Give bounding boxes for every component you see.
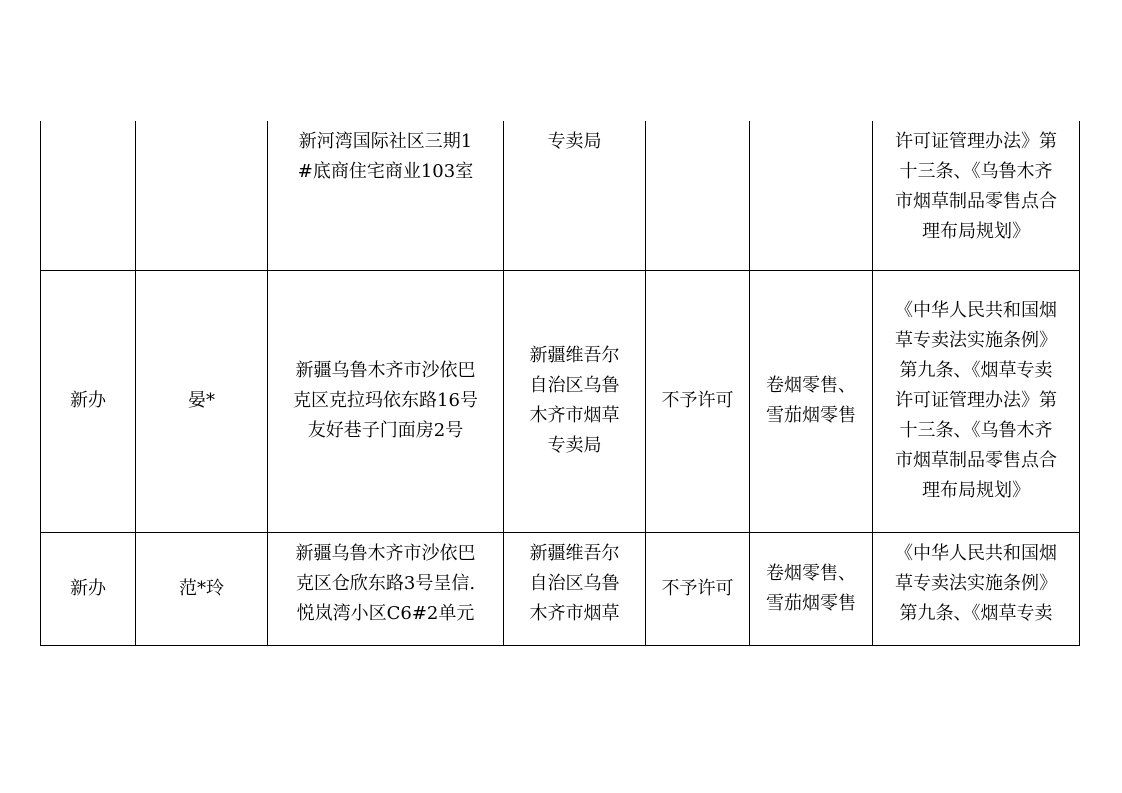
business-address-cell: 新疆乌鲁木齐市沙依巴 克区克拉玛依东路16号 友好巷子门面房2号	[268, 270, 504, 532]
business-address-cell: 新河湾国际社区三期1 #底商住宅商业103室	[268, 121, 504, 270]
legal-basis-cell: 《中华人民共和国烟 草专卖法实施条例》 第九条、《烟草专卖	[873, 532, 1080, 645]
decision-cell: 不予许可	[646, 532, 750, 645]
issuing-authority-cell: 新疆维吾尔 自治区乌鲁 木齐市烟草	[504, 532, 646, 645]
application-type-cell: 新办	[41, 532, 136, 645]
business-scope-cell: 卷烟零售、 雪茄烟零售	[750, 270, 873, 532]
business-scope-cell	[750, 121, 873, 270]
business-address-cell: 新疆乌鲁木齐市沙依巴 克区仓欣东路3号呈信. 悦岚湾小区C6#2单元	[268, 532, 504, 645]
table-row	[41, 121, 1080, 270]
applicant-name-cell: 晏*	[136, 270, 268, 532]
applicant-name-cell: 范*玲	[136, 532, 268, 645]
issuing-authority-cell: 新疆维吾尔 自治区乌鲁 木齐市烟草 专卖局	[504, 270, 646, 532]
application-type-cell: 新办	[41, 270, 136, 532]
applicant-name-cell	[136, 121, 268, 270]
table-row	[41, 532, 1080, 645]
decision-cell	[646, 121, 750, 270]
table-row	[41, 270, 1080, 532]
application-type-cell	[41, 121, 136, 270]
decision-cell: 不予许可	[646, 270, 750, 532]
legal-basis-cell: 许可证管理办法》第 十三条、《乌鲁木齐 市烟草制品零售点合 理布局规划》	[873, 121, 1080, 270]
legal-basis-cell: 《中华人民共和国烟 草专卖法实施条例》 第九条、《烟草专卖 许可证管理办法》第 十三条、《乌鲁木齐 市烟草制品零售点合 理布局规划》	[873, 270, 1080, 532]
issuing-authority-cell: 专卖局	[504, 121, 646, 270]
license-decision-table	[40, 121, 1080, 646]
business-scope-cell: 卷烟零售、 雪茄烟零售	[750, 532, 873, 645]
